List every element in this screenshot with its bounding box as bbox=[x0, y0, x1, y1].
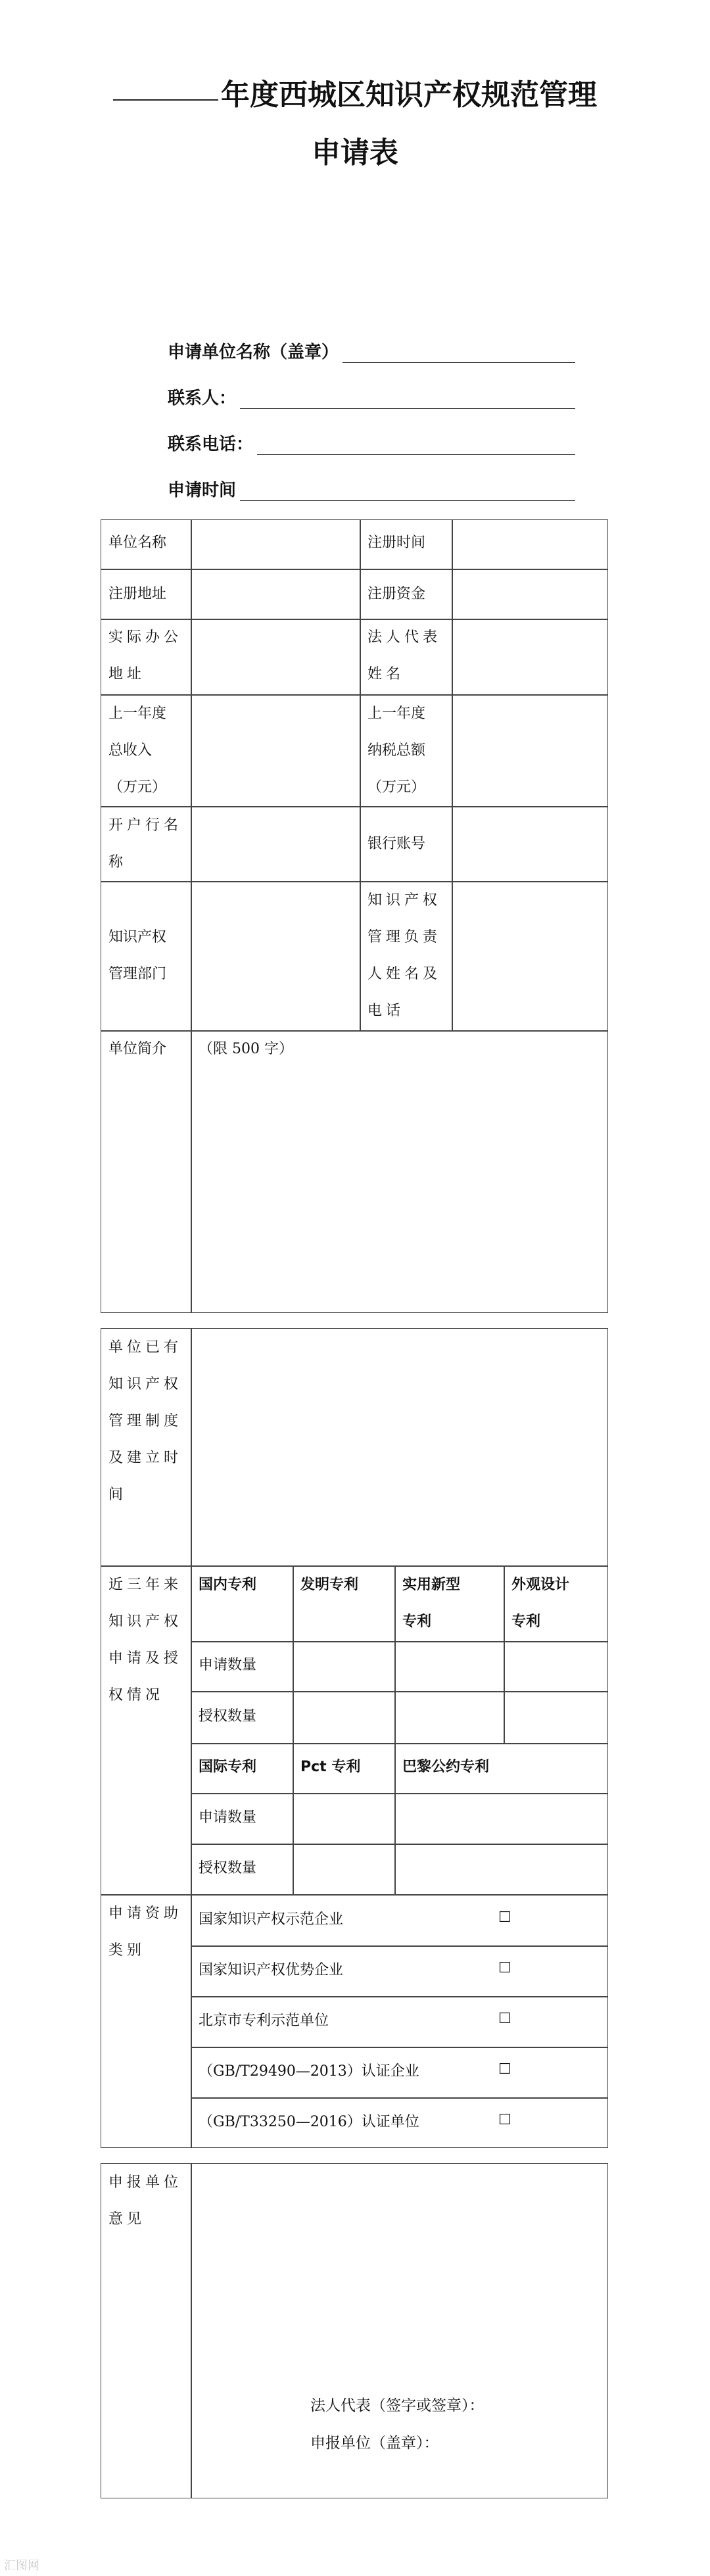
grid-line bbox=[191, 1743, 608, 1744]
contact-person-field[interactable] bbox=[168, 380, 575, 409]
watermark: 汇图网 bbox=[4, 2559, 39, 2573]
checkbox-3[interactable]: ☐ bbox=[498, 2011, 511, 2027]
field-label: 联系电话： bbox=[168, 435, 254, 454]
intl-apply-count-label: 申请数量 bbox=[199, 1809, 257, 1826]
field-line[interactable] bbox=[257, 435, 575, 455]
pct-patent-header: Pct 专利 bbox=[300, 1759, 361, 1775]
grid-line bbox=[293, 1565, 294, 1894]
checkbox-4[interactable]: ☐ bbox=[498, 2061, 511, 2078]
field-line[interactable] bbox=[240, 389, 575, 409]
grid-line bbox=[191, 519, 192, 1313]
design-patent-header: 外观设计 专利 bbox=[511, 1577, 570, 1630]
grid-line bbox=[191, 1691, 608, 1692]
form-title-line2: 申请表 bbox=[312, 136, 398, 170]
grid-line bbox=[191, 1844, 608, 1845]
domestic-grant-count-label: 授权数量 bbox=[199, 1708, 257, 1725]
funding-option-3: 北京市专利示范单位 bbox=[199, 2013, 329, 2029]
unit-seal[interactable]: 申报单位（盖章）： bbox=[310, 2435, 439, 2452]
application-date-field[interactable] bbox=[168, 472, 575, 501]
office-address-label: 实际办公 地址 bbox=[108, 629, 183, 682]
field-line[interactable] bbox=[343, 343, 575, 363]
grid-line bbox=[101, 569, 608, 570]
checkbox-5[interactable]: ☐ bbox=[498, 2112, 511, 2128]
title-text: 年度西城区知识产权规范管理 bbox=[221, 78, 597, 112]
field-label: 联系人： bbox=[168, 389, 237, 408]
intl-patent-header: 国际专利 bbox=[199, 1759, 257, 1775]
reg-capital-label: 注册资金 bbox=[367, 586, 426, 602]
intl-grant-count-label: 授权数量 bbox=[199, 1860, 257, 1876]
funding-option-5: （GB/T33250—2016）认证单位 bbox=[199, 2114, 419, 2130]
grid-line bbox=[191, 2163, 192, 2498]
intro-label: 单位简介 bbox=[108, 1041, 167, 1057]
bank-label: 开户行名 称 bbox=[108, 817, 183, 871]
year-blank[interactable] bbox=[113, 99, 218, 101]
field-label: 申请时间 bbox=[168, 481, 237, 500]
opinion-label: 申报单位 意见 bbox=[108, 2174, 183, 2228]
contact-phone-field[interactable] bbox=[168, 426, 575, 455]
ip-system-label: 单位已有 知识产权 管理制度 及建立时 间 bbox=[108, 1339, 183, 1503]
utility-model-header: 实用新型 专利 bbox=[402, 1577, 461, 1630]
checkbox-1[interactable]: ☐ bbox=[498, 1909, 511, 1926]
bank-account-label: 银行账号 bbox=[367, 836, 426, 852]
grid-line bbox=[191, 2047, 608, 2048]
reg-time-label: 注册时间 bbox=[367, 535, 426, 551]
domestic-apply-count-label: 申请数量 bbox=[199, 1657, 257, 1673]
checkbox-2[interactable]: ☐ bbox=[498, 1960, 511, 1976]
legal-rep-signature[interactable]: 法人代表（签字或签章）： bbox=[310, 2397, 485, 2414]
grid-line bbox=[191, 2097, 608, 2099]
grid-line bbox=[101, 881, 608, 882]
reg-address-label: 注册地址 bbox=[108, 586, 167, 602]
grid-line bbox=[191, 1641, 608, 1642]
funding-option-1: 国家知识产权示范企业 bbox=[199, 1911, 344, 1928]
funding-category-label: 申请资助 类别 bbox=[108, 1905, 183, 1959]
grid-line bbox=[191, 1996, 608, 1997]
unit-name-label: 单位名称 bbox=[108, 535, 167, 551]
legal-rep-label: 法人代表 姓名 bbox=[367, 629, 442, 682]
grid-line bbox=[191, 1945, 608, 1947]
prev-income-label: 上一年度 总收入 （万元） bbox=[108, 705, 167, 796]
intro-note: （限 500 字） bbox=[199, 1041, 293, 1057]
grid-line bbox=[452, 519, 453, 1030]
funding-option-4: （GB/T29490—2013）认证企业 bbox=[199, 2063, 419, 2080]
domestic-patent-header: 国内专利 bbox=[199, 1577, 257, 1593]
funding-option-2: 国家知识产权优势企业 bbox=[199, 1962, 344, 1978]
ip-dept-label: 知识产权 管理部门 bbox=[108, 929, 167, 982]
patent-status-label: 近三年来 知识产权 申请及授 权情况 bbox=[108, 1577, 183, 1704]
form-title-line1 bbox=[0, 71, 710, 113]
paris-convention-header: 巴黎公约专利 bbox=[402, 1759, 490, 1775]
field-label: 申请单位名称（盖章） bbox=[168, 343, 339, 362]
invention-patent-header: 发明专利 bbox=[300, 1577, 359, 1593]
field-line[interactable] bbox=[240, 481, 575, 501]
prev-tax-label: 上一年度 纳税总额 （万元） bbox=[367, 705, 426, 796]
applicant-name-field[interactable] bbox=[168, 334, 575, 363]
grid-line bbox=[191, 1793, 608, 1794]
ip-manager-label: 知识产权 管理负责 人姓名及 电话 bbox=[367, 892, 442, 1019]
